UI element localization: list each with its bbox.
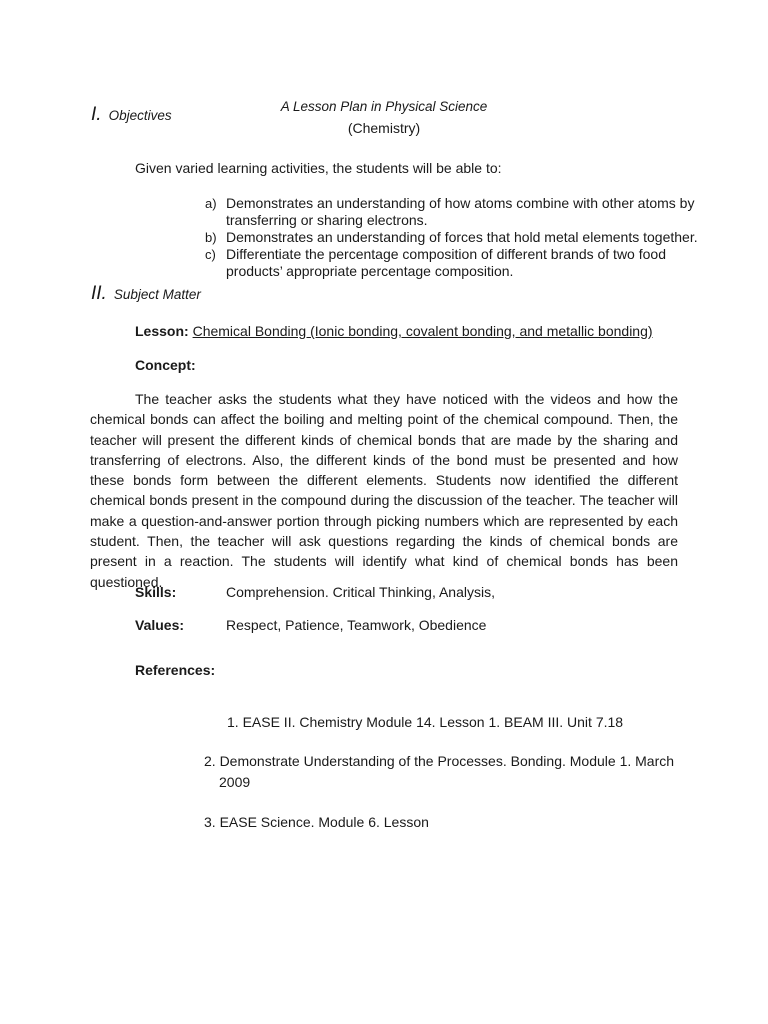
- concept-paragraph: The teacher asks the students what they have noticed with the videos and how the chemical bonds can affect the boiling and melting point of the chemical compound. Then, the teacher will present the different kinds of chemical bonds that are made by the sharing and transferring of electrons. Also, the different kinds of the bond must be presented and how these bonds form between the different elements. Students now identified the different chemical bonds present in the compound during the discussion of the teacher. The teacher will make a question-and-answer portion through picking numbers which are represented by each student. Then, the teacher will ask questions regarding the kinds of chemical bonds are present in a reaction. The students will identify what kind of chemical bonds has been questioned.: [90, 391, 678, 590]
- lesson-line: [135, 323, 653, 339]
- section-subject-matter-heading: [91, 283, 201, 305]
- references-label: References:: [135, 662, 216, 678]
- section-numeral: II.: [91, 283, 107, 304]
- objective-text: Differentiate the percentage composition of different brands of two food products’ appropriate percentage composition.: [226, 246, 666, 279]
- objective-item: [205, 246, 700, 280]
- objectives-list: [205, 195, 700, 280]
- lesson-text: Chemical Bonding (Ionic bonding, covalent bonding, and metallic bonding): [192, 323, 653, 339]
- reference-item: 3. EASE Science. Module 6. Lesson: [204, 814, 429, 830]
- concept-label: Concept:: [135, 357, 196, 373]
- subtitle-text: (Chemistry): [347, 120, 421, 136]
- objective-marker: c): [205, 247, 216, 262]
- skills-label: Skills:: [135, 584, 177, 600]
- reference-item: 2. Demonstrate Understanding of the Processes. Bonding. Module 1. March 2009: [204, 753, 675, 790]
- objective-marker: a): [205, 196, 217, 211]
- section-title: Objectives: [108, 108, 172, 123]
- lesson-label: Lesson:: [135, 323, 189, 339]
- objective-text: Demonstrates an understanding of how atoms combine with other atoms by transferring or sharing electrons.: [226, 195, 695, 228]
- values-label: Values:: [135, 617, 185, 633]
- objective-text: Demonstrates an understanding of forces that hold metal elements together.: [226, 229, 698, 245]
- title-text: A Lesson Plan in Physical Science: [280, 99, 488, 114]
- section-title: Subject Matter: [113, 287, 201, 302]
- section-numeral: I.: [91, 104, 102, 125]
- objectives-intro: Given varied learning activities, the students will be able to:: [135, 160, 502, 176]
- section-objectives-heading: [91, 104, 172, 126]
- reference-item: 1. EASE II. Chemistry Module 14. Lesson 1. BEAM III. Unit 7.18: [227, 714, 624, 730]
- objective-marker: b): [205, 230, 217, 245]
- skills-text: Comprehension. Critical Thinking, Analysis,: [226, 584, 495, 600]
- objective-item: [205, 195, 700, 229]
- values-text: Respect, Patience, Teamwork, Obedience: [226, 617, 487, 633]
- objective-item: [205, 229, 700, 246]
